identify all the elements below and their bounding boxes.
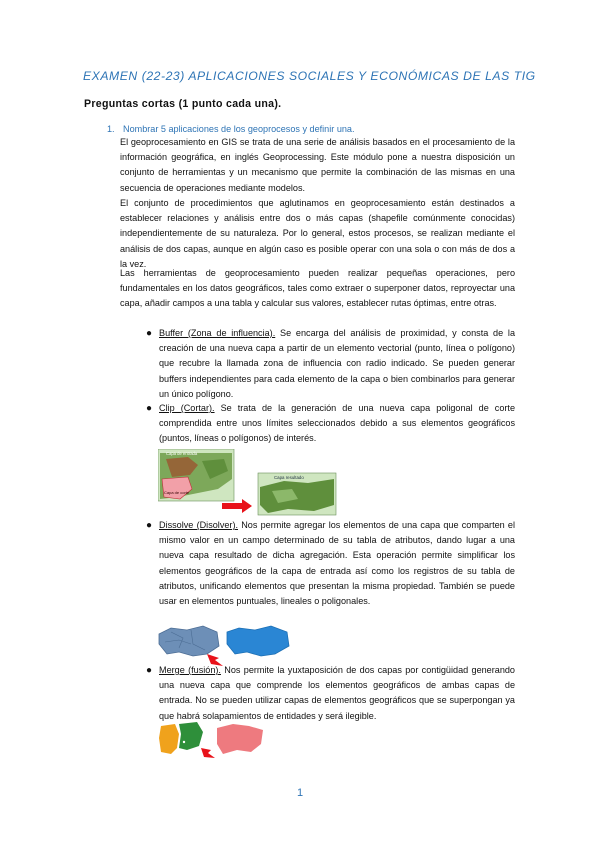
bullet-term: Merge (fusión). xyxy=(159,665,221,675)
bullet-buffer xyxy=(159,326,515,402)
section-subtitle: Preguntas cortas (1 punto cada una). xyxy=(84,98,282,110)
input-layer-label: Capa de entrada xyxy=(166,451,198,456)
bullet-dot: ● xyxy=(146,520,153,531)
document-title: EXAMEN (22-23) APLICACIONES SOCIALES Y ECONÓMICAS DE LAS TIG xyxy=(83,69,536,83)
bullet-description: Se encarga del análisis de proximidad, y consta de la creación de una nueva capa a partir de un elemento vectorial (punto, línea o polígono) que recubre la llamada zona de influencia con radio indicado. Se pueden generar buffers independientes para cada elemento de la capa o bien combinarlos para generar un único polígono. xyxy=(159,328,515,399)
paragraph-3: Las herramientas de geoprocesamiento pueden realizar pequeñas operaciones, pero fundamentales en los datos geográficos, tales como extraer o superponer datos, reproyectar una capa, añadir campos a una tabla y calcular sus valores, establecer rutas óptimas, entre otras. xyxy=(120,268,515,309)
bullet-dot: ● xyxy=(146,665,153,676)
red-arrow-icon xyxy=(201,748,215,758)
merge-input-layer-b xyxy=(179,722,203,750)
bullet-term: Clip (Cortar). xyxy=(159,403,215,413)
bullet-dot: ● xyxy=(146,403,153,414)
merge-input-layer-a xyxy=(159,724,179,754)
dissolve-result-map xyxy=(227,626,289,656)
paragraph-1: El geoprocesamiento en GIS se trata de una serie de análisis basados en el procesamiento de la información geográfica, en inglés Geoprocessing. Este módulo pone a nuestra disposición un conjunto de herramientas y un mecanismo que permite la combinación de las mismas en una secuencia de operaciones mediante modelos. xyxy=(120,137,515,193)
page-number: 1 xyxy=(296,787,304,799)
bullet-merge xyxy=(159,663,515,724)
bullet-clip xyxy=(159,401,515,447)
merge-dot xyxy=(183,741,185,743)
merge-result-map xyxy=(217,724,263,754)
bullet-term: Dissolve (Disolver). xyxy=(159,520,239,530)
dissolve-input-map xyxy=(159,626,219,656)
bullet-description: Se trata de la generación de una nueva capa poligonal de corte comprendida entre unos límites seleccionados debido a sus elementos geográficos (puntos, líneas o polígonos) de interés. xyxy=(159,403,515,444)
clip-layer-label: Capa de corte xyxy=(164,490,190,495)
question-number: 1. xyxy=(107,124,115,134)
clip-figure xyxy=(158,449,338,517)
merge-figure xyxy=(157,720,267,760)
dissolve-figure xyxy=(157,624,302,668)
question-1 xyxy=(107,124,355,134)
question-text: Nombrar 5 aplicaciones de los geoprocesos y definir una. xyxy=(123,124,355,134)
bullet-description: Nos permite la yuxtaposición de dos capas por contigüidad generando una nueva capa que comprende los elementos geográficos de ambas capas de entrada. No se pueden utilizar capas de elementos geográficos que se superpongan ya que habrá solapamientos de entidades y será ilegible. xyxy=(159,665,515,721)
bullet-dot: ● xyxy=(146,328,153,339)
bullet-description: Nos permite agregar los elementos de una capa que comparten el mismo valor en un campo determinado de su tabla de atributos, dando lugar a una nueva capa resultado de dicha agregación. Esta operación permite simplificar los elementos geográficos de la capa de entrada así como los registros de su tabla de atributos, unificando elementos que presentan la misma propiedad. También se puede usar en elementos puntuales, lineales o poligonales. xyxy=(159,520,515,607)
bullet-term: Buffer (Zona de influencia). xyxy=(159,328,276,338)
bullet-dissolve xyxy=(159,518,515,609)
paragraph-2: El conjunto de procedimientos que aglutinamos en geoprocesamiento están destinados a establecer relaciones y análisis entre dos o más capas (shapefile comúnmente conocidas) independientemente de su naturaleza. Por lo general, estos procesos, se realizan mediante el análisis de dos capas, aunque en algún caso es posible operar con una sola o con más de dos a la vez. xyxy=(120,198,515,269)
result-layer-label: Capa resultado xyxy=(274,475,304,480)
